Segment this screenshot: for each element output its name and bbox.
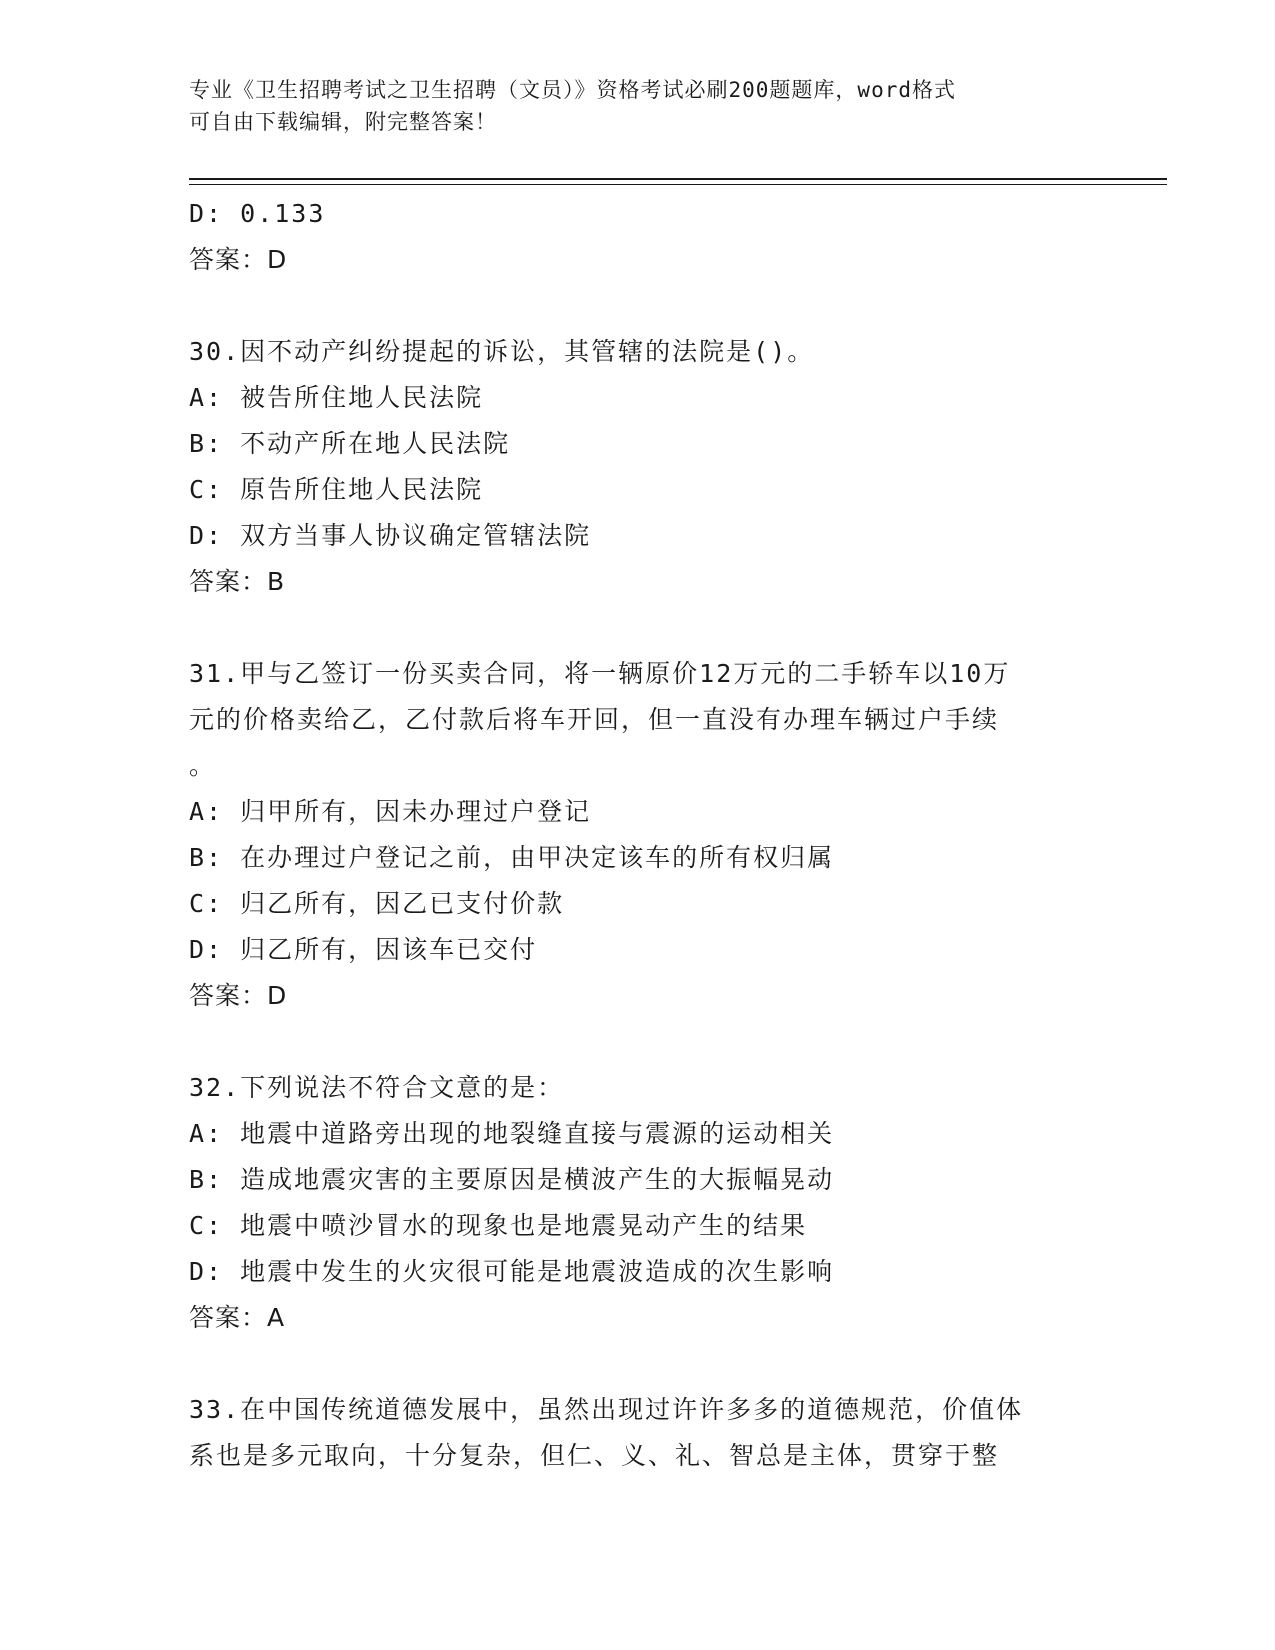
- option-b: B: 在办理过户登记之前，由甲决定该车的所有权归属: [189, 843, 835, 872]
- option-b: B: 造成地震灾害的主要原因是横波产生的大振幅晃动: [189, 1165, 835, 1194]
- question-block-32: [189, 1065, 1089, 1341]
- question-text-line-3: 。: [189, 751, 217, 780]
- option-c: C: 地震中喷沙冒水的现象也是地震晃动产生的结果: [189, 1211, 808, 1240]
- spacer: [189, 1341, 1089, 1387]
- question-block-29: [189, 191, 1089, 283]
- option-d: D: 双方当事人协议确定管辖法院: [189, 521, 592, 550]
- question-list: [189, 191, 1089, 1479]
- spacer: [189, 1019, 1089, 1065]
- question-text: 30.因不动产纠纷提起的诉讼，其管辖的法院是()。: [189, 337, 815, 366]
- option-b: B: 不动产所在地人民法院: [189, 429, 511, 458]
- question-text: 32.下列说法不符合文意的是：: [189, 1073, 565, 1102]
- option-a: A: 被告所住地人民法院: [189, 383, 484, 412]
- answer-line: 答案：D: [189, 245, 288, 274]
- option-c: C: 原告所住地人民法院: [189, 475, 484, 504]
- question-block-31: [189, 651, 1089, 1019]
- question-block-33: [189, 1387, 1089, 1479]
- spacer: [189, 283, 1089, 329]
- answer-line: 答案：B: [189, 567, 286, 596]
- option-a: A: 地震中道路旁出现的地裂缝直接与震源的运动相关: [189, 1119, 835, 1148]
- option-c: C: 归乙所有，因乙已支付价款: [189, 889, 565, 918]
- answer-line: 答案：A: [189, 1303, 286, 1332]
- option-a: A: 归甲所有，因未办理过户登记: [189, 797, 592, 826]
- question-text-line-1: 33.在中国传统道德发展中，虽然出现过许许多多的道德规范，价值体: [189, 1395, 1024, 1424]
- header-title-line-1: 专业《卫生招聘考试之卫生招聘（文员）》资格考试必刷200题题库，word格式: [189, 78, 956, 102]
- option-d: D: 0.133: [189, 199, 326, 228]
- option-d: D: 地震中发生的火灾很可能是地震波造成的次生影响: [189, 1257, 835, 1286]
- header-divider-thin: [189, 184, 1167, 185]
- question-text-line-1: 31.甲与乙签订一份买卖合同，将一辆原价12万元的二手轿车以10万: [189, 659, 1011, 688]
- question-text-line-2: 元的价格卖给乙，乙付款后将车开回，但一直没有办理车辆过户手续: [189, 705, 1000, 734]
- header-divider-thick: [189, 178, 1167, 180]
- document-header: [189, 74, 1069, 138]
- answer-line: 答案：D: [189, 981, 288, 1010]
- question-block-30: [189, 329, 1089, 605]
- option-d: D: 归乙所有，因该车已交付: [189, 935, 538, 964]
- spacer: [189, 605, 1089, 651]
- header-title-line-2: 可自由下载编辑，附完整答案！: [189, 110, 497, 134]
- question-text-line-2: 系也是多元取向，十分复杂，但仁、义、礼、智总是主体，贯穿于整: [189, 1441, 1000, 1470]
